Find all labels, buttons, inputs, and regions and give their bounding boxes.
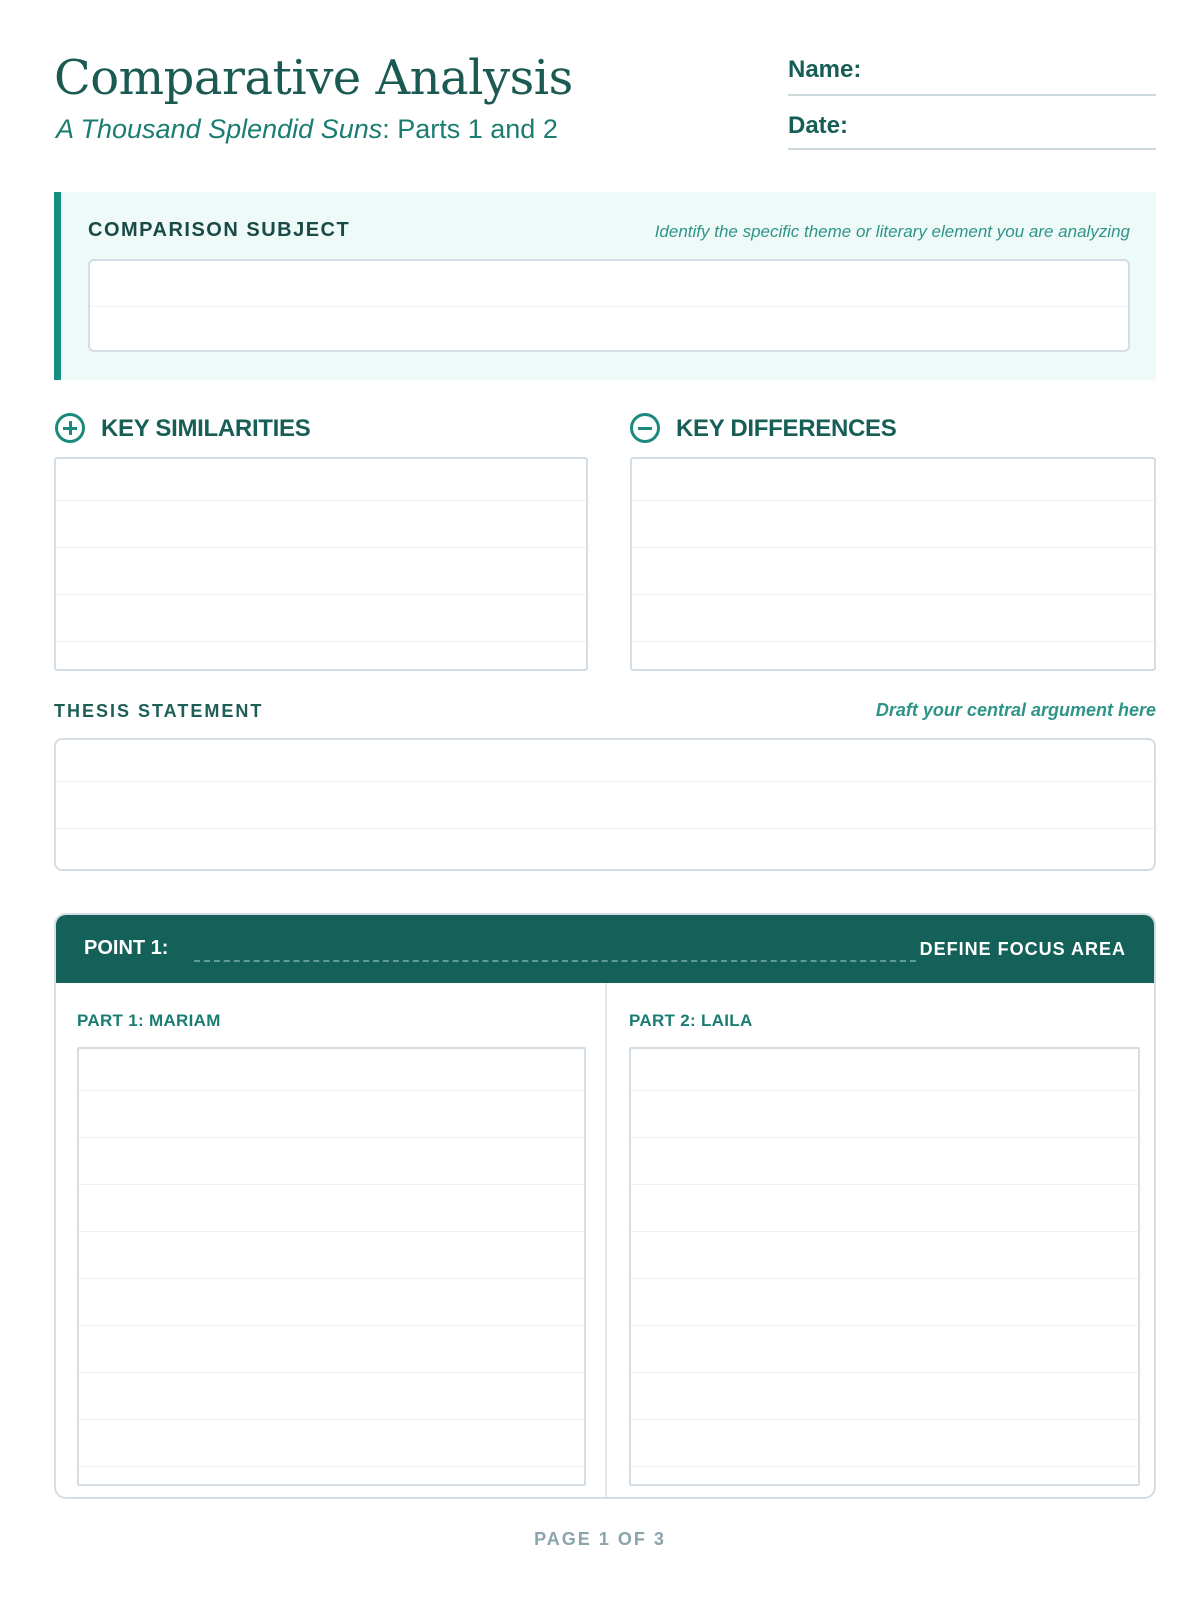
name-label: Name:	[788, 56, 862, 83]
define-focus-area-label: DEFINE FOCUS AREA	[919, 939, 1126, 959]
page-number: PAGE 1 OF 3	[534, 1529, 666, 1549]
part1-label: PART 1: MARIAM	[77, 1011, 221, 1030]
point-focus-input[interactable]	[194, 960, 916, 962]
minus-circle-icon	[630, 413, 660, 443]
plus-circle-icon	[55, 413, 85, 443]
point-label: POINT 1:	[84, 937, 169, 959]
key-differences-heading: KEY DIFFERENCES	[676, 415, 897, 442]
part2-laila-input[interactable]	[629, 1047, 1140, 1486]
thesis-statement-label: THESIS STATEMENT	[54, 701, 264, 721]
page-subtitle	[56, 114, 558, 145]
date-field[interactable]	[788, 148, 1156, 150]
comparison-subject-label: COMPARISON SUBJECT	[88, 219, 351, 241]
part1-mariam-input[interactable]	[77, 1047, 586, 1486]
book-title: A Thousand Splendid Suns	[56, 114, 383, 144]
thesis-statement-input[interactable]	[54, 738, 1156, 871]
page-title: Comparative Analysis	[54, 50, 573, 106]
thesis-statement-hint: Draft your central argument here	[875, 700, 1156, 720]
comparison-subject-input[interactable]	[88, 259, 1130, 352]
subtitle-parts: : Parts 1 and 2	[382, 114, 558, 144]
comparison-subject-hint: Identify the specific theme or literary element you are analyzing	[654, 222, 1130, 241]
name-field[interactable]	[788, 94, 1156, 96]
date-label: Date:	[788, 112, 849, 139]
part2-label: PART 2: LAILA	[629, 1011, 753, 1030]
point-card	[54, 913, 1156, 1499]
key-similarities-heading: KEY SIMILARITIES	[101, 415, 311, 442]
key-similarities-input[interactable]	[54, 457, 588, 671]
column-divider	[605, 983, 607, 1499]
key-differences-input[interactable]	[630, 457, 1156, 671]
